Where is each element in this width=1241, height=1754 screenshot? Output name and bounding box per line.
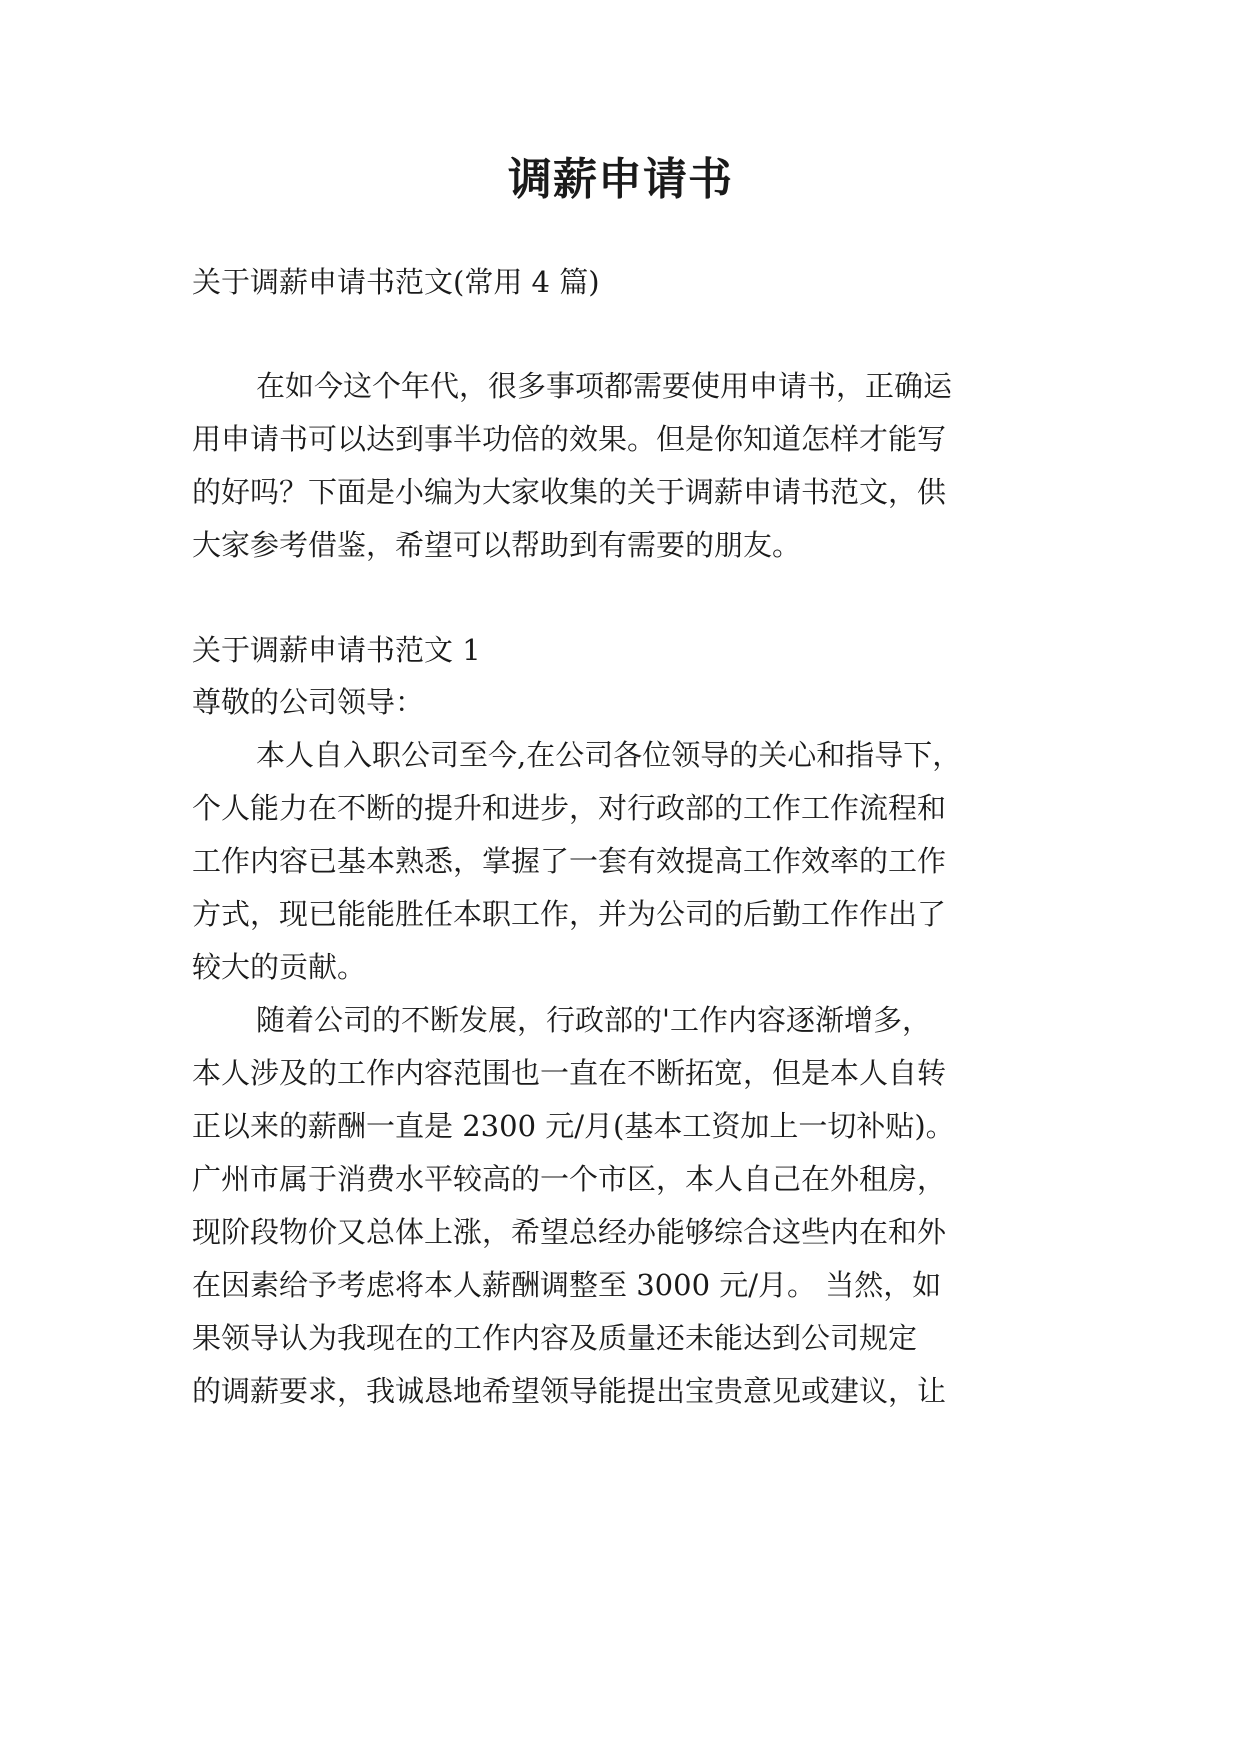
intro-line-4: 大家参考借鉴，希望可以帮助到有需要的朋友。 (192, 528, 802, 562)
para2-line-4: 广州市属于消费水平较高的一个市区，本人自己在外租房， (192, 1162, 947, 1196)
document-subtitle: 关于调薪申请书范文(常用 4 篇) (192, 265, 600, 299)
section-heading: 关于调薪申请书范文 1 (192, 633, 481, 667)
para1-line-4: 方式，现已能能胜任本职工作，并为公司的后勤工作作出了 (192, 897, 947, 931)
intro-line-1: 在如今这个年代，很多事项都需要使用申请书，正确运 (256, 369, 953, 403)
salutation: 尊敬的公司领导： (192, 685, 425, 719)
intro-line-3: 的好吗？下面是小编为大家收集的关于调薪申请书范文，供 (192, 475, 947, 509)
para2-line-1: 随着公司的不断发展，行政部的'工作内容逐渐增多， (256, 1003, 931, 1037)
para1-line-1: 本人自入职公司至今,在公司各位领导的关心和指导下， (256, 738, 962, 772)
para2-line-3: 正以来的薪酬一直是 2300 元/月(基本工资加上一切补贴)。 (192, 1109, 955, 1143)
intro-line-2: 用申请书可以达到事半功倍的效果。但是你知道怎样才能写 (192, 422, 947, 456)
para1-line-2: 个人能力在不断的提升和进步，对行政部的工作工作流程和 (192, 791, 947, 825)
para2-line-6: 在因素给予考虑将本人薪酬调整至 3000 元/月。 当然，如 (192, 1268, 942, 1302)
para2-line-5: 现阶段物价又总体上涨，希望总经办能够综合这些内在和外 (192, 1215, 947, 1249)
para2-line-2: 本人涉及的工作内容范围也一直在不断拓宽，但是本人自转 (192, 1056, 947, 1090)
document-title: 调薪申请书 (508, 154, 733, 205)
para1-line-3: 工作内容已基本熟悉，掌握了一套有效提高工作效率的工作 (192, 844, 947, 878)
para2-line-8: 的调薪要求，我诚恳地希望领导能提出宝贵意见或建议，让 (192, 1374, 947, 1408)
para1-line-5: 较大的贡献。 (192, 950, 367, 984)
para2-line-7: 果领导认为我现在的工作内容及质量还未能达到公司规定 (192, 1321, 918, 1355)
